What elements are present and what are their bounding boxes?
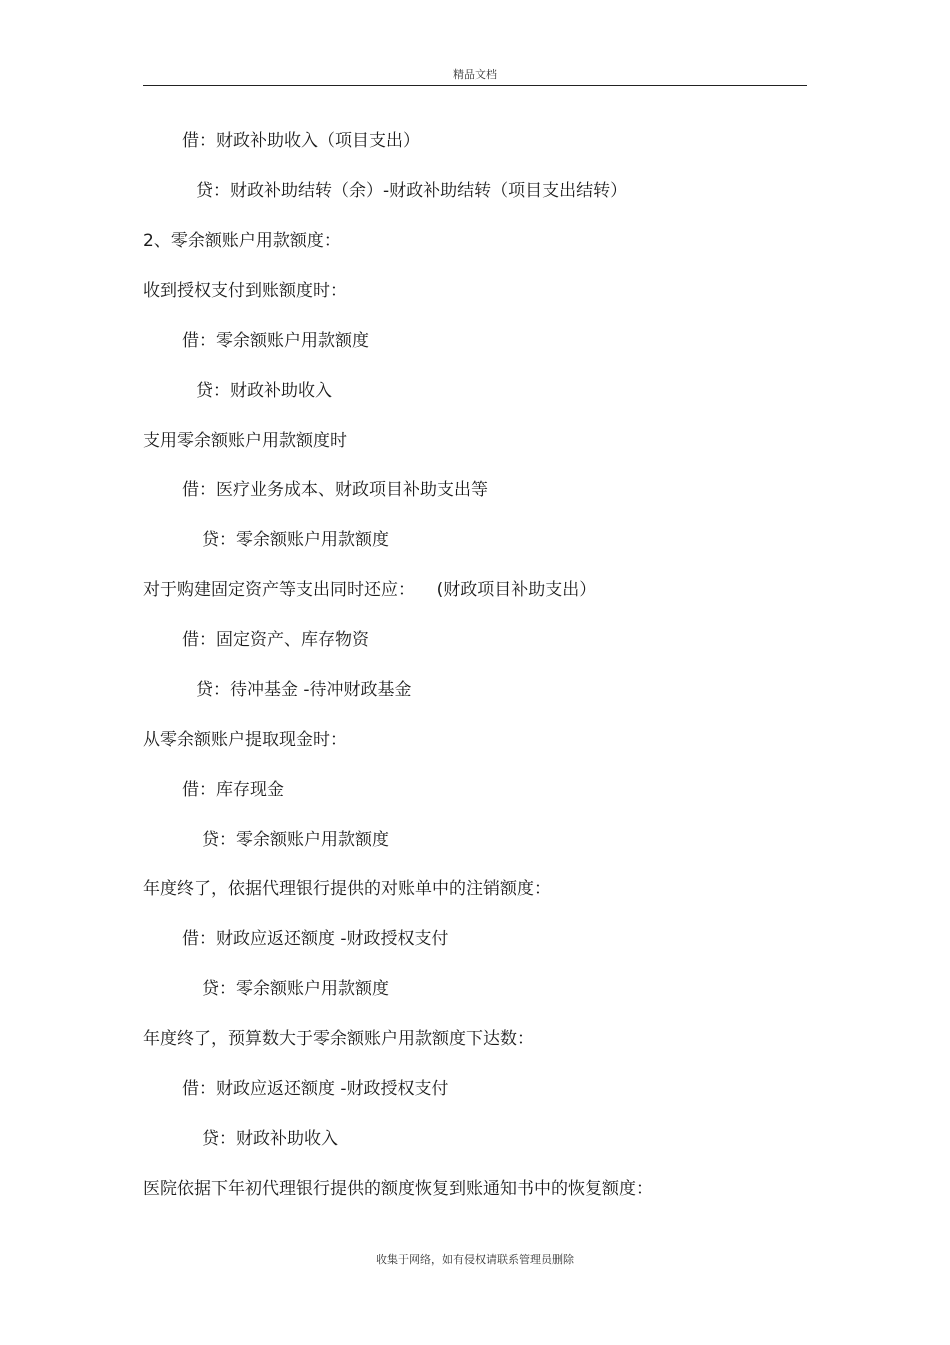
case-description: 收到授权支付到账额度时： (143, 281, 347, 301)
case-description: 对于购建固定资产等支出同时还应： (财政项目补助支出） (143, 580, 597, 600)
journal-entry-debit: 借：固定资产、库存物资 (182, 630, 369, 650)
header-divider (143, 85, 807, 86)
journal-entry-credit: 贷：零余额账户用款额度 (202, 830, 389, 850)
journal-entry-credit: 贷：零余额账户用款额度 (202, 979, 389, 999)
case-description: 年度终了，依据代理银行提供的对账单中的注销额度： (143, 879, 551, 899)
journal-entry-debit: 借：财政应返还额度 -财政授权支付 (182, 929, 449, 949)
journal-entry-credit: 贷：待冲基金 -待冲财政基金 (196, 680, 412, 700)
case-description: 从零余额账户提取现金时： (143, 730, 347, 750)
journal-entry-credit: 贷：财政补助收入 (196, 381, 332, 401)
journal-entry-debit: 借：医疗业务成本、财政项目补助支出等 (182, 480, 488, 500)
journal-entry-credit: 贷：零余额账户用款额度 (202, 530, 389, 550)
journal-entry-debit: 借：财政应返还额度 -财政授权支付 (182, 1079, 449, 1099)
page-footer: 收集于网络，如有侵权请联系管理员删除 (376, 1253, 574, 1266)
page-header: 精品文档 (453, 68, 497, 81)
case-description: 年度终了，预算数大于零余额账户用款额度下达数： (143, 1029, 534, 1049)
case-description: 支用零余额账户用款额度时 (143, 431, 347, 451)
journal-entry-credit: 贷：财政补助收入 (202, 1129, 338, 1149)
case-description: 医院依据下年初代理银行提供的额度恢复到账通知书中的恢复额度： (143, 1179, 653, 1199)
journal-entry-debit: 借：库存现金 (182, 780, 284, 800)
section-heading: 2、零余额账户用款额度： (143, 231, 341, 251)
journal-entry-debit: 借：零余额账户用款额度 (182, 331, 369, 351)
journal-entry-debit: 借：财政补助收入（项目支出） (182, 131, 420, 151)
journal-entry-credit: 贷：财政补助结转（余）-财政补助结转（项目支出结转） (196, 181, 628, 201)
